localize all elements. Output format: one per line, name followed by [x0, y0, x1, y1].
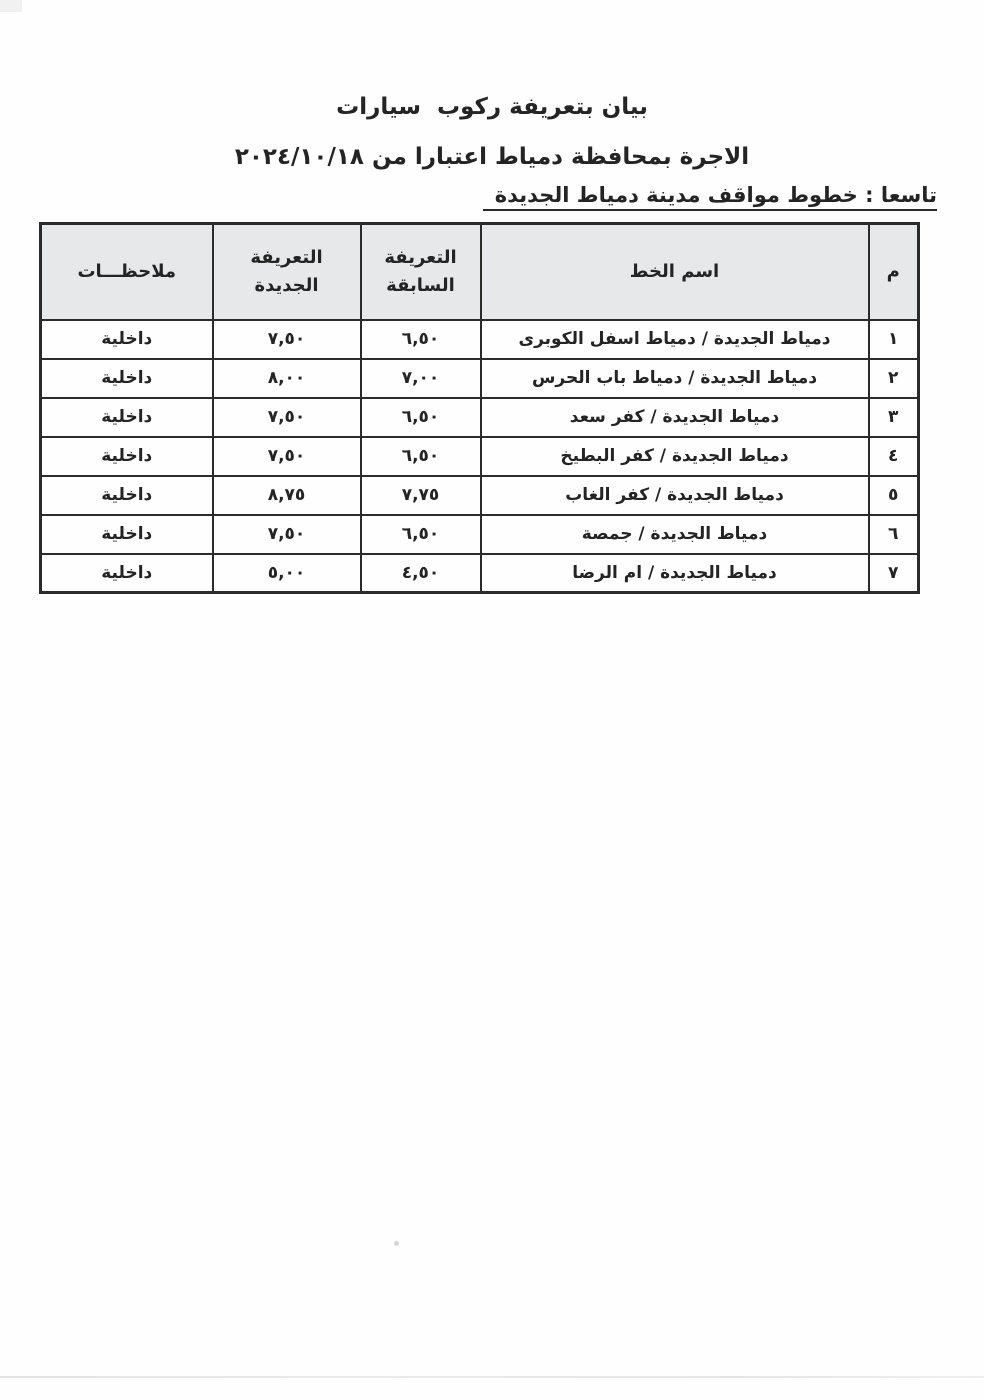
row-previous-tariff: ٧,٧٥: [361, 476, 481, 515]
row-previous-tariff: ٦,٥٠: [361, 398, 481, 437]
title-line-2: الاجرة بمحافظة دمياط اعتبارا من ٢٠٢٤/١٠/١٨: [234, 144, 750, 170]
row-index: ٥: [869, 476, 919, 515]
header-row: [41, 224, 919, 320]
document-title: [0, 82, 984, 182]
table-row: [41, 476, 919, 515]
row-index: ١: [869, 320, 919, 359]
row-new-tariff: ٨,٧٥: [213, 476, 361, 515]
row-previous-tariff: ٦,٥٠: [361, 515, 481, 554]
row-notes: داخلية: [41, 476, 213, 515]
row-new-tariff: ٧,٥٠: [213, 320, 361, 359]
row-line-name: دمياط الجديدة / كفر البطيخ: [481, 437, 869, 476]
table-row: [41, 554, 919, 593]
row-index: ٦: [869, 515, 919, 554]
col-header-notes: ملاحظـــات: [41, 224, 213, 320]
scan-artifact: [0, 0, 22, 12]
table-row: [41, 320, 919, 359]
row-previous-tariff: ٧,٠٠: [361, 359, 481, 398]
row-line-name: دمياط الجديدة / دمياط باب الحرس: [481, 359, 869, 398]
title-line-1: بيان بتعريفة ركوب سيارات: [336, 94, 648, 120]
table-row: [41, 437, 919, 476]
row-notes: داخلية: [41, 554, 213, 593]
row-new-tariff: ٧,٥٠: [213, 437, 361, 476]
row-notes: داخلية: [41, 437, 213, 476]
row-index: ٧: [869, 554, 919, 593]
row-new-tariff: ٨,٠٠: [213, 359, 361, 398]
table-row: [41, 398, 919, 437]
tariff-table-body: [41, 320, 919, 593]
row-line-name: دمياط الجديدة / كفر سعد: [481, 398, 869, 437]
row-line-name: دمياط الجديدة / دمياط اسفل الكوبرى: [481, 320, 869, 359]
col-header-previous-tariff: التعريفة السابقة: [361, 224, 481, 320]
row-index: ٢: [869, 359, 919, 398]
row-line-name: دمياط الجديدة / كفر الغاب: [481, 476, 869, 515]
tariff-table: [39, 222, 920, 594]
table-row: [41, 359, 919, 398]
scan-artifact: [394, 1241, 399, 1246]
section-heading: تاسعا : خطوط مواقف مدينة دمياط الجديدة: [483, 183, 937, 211]
tariff-table-header: [41, 224, 919, 320]
table-row: [41, 515, 919, 554]
row-previous-tariff: ٦,٥٠: [361, 320, 481, 359]
row-previous-tariff: ٤,٥٠: [361, 554, 481, 593]
scan-artifact: [0, 1376, 984, 1378]
row-line-name: دمياط الجديدة / جمصة: [481, 515, 869, 554]
row-new-tariff: ٥,٠٠: [213, 554, 361, 593]
row-line-name: دمياط الجديدة / ام الرضا: [481, 554, 869, 593]
row-index: ٣: [869, 398, 919, 437]
row-previous-tariff: ٦,٥٠: [361, 437, 481, 476]
row-new-tariff: ٧,٥٠: [213, 515, 361, 554]
row-index: ٤: [869, 437, 919, 476]
col-header-line-name: اسم الخط: [481, 224, 869, 320]
row-new-tariff: ٧,٥٠: [213, 398, 361, 437]
row-notes: داخلية: [41, 515, 213, 554]
row-notes: داخلية: [41, 320, 213, 359]
col-header-index: م: [869, 224, 919, 320]
row-notes: داخلية: [41, 398, 213, 437]
col-header-new-tariff: التعريفة الجديدة: [213, 224, 361, 320]
row-notes: داخلية: [41, 359, 213, 398]
